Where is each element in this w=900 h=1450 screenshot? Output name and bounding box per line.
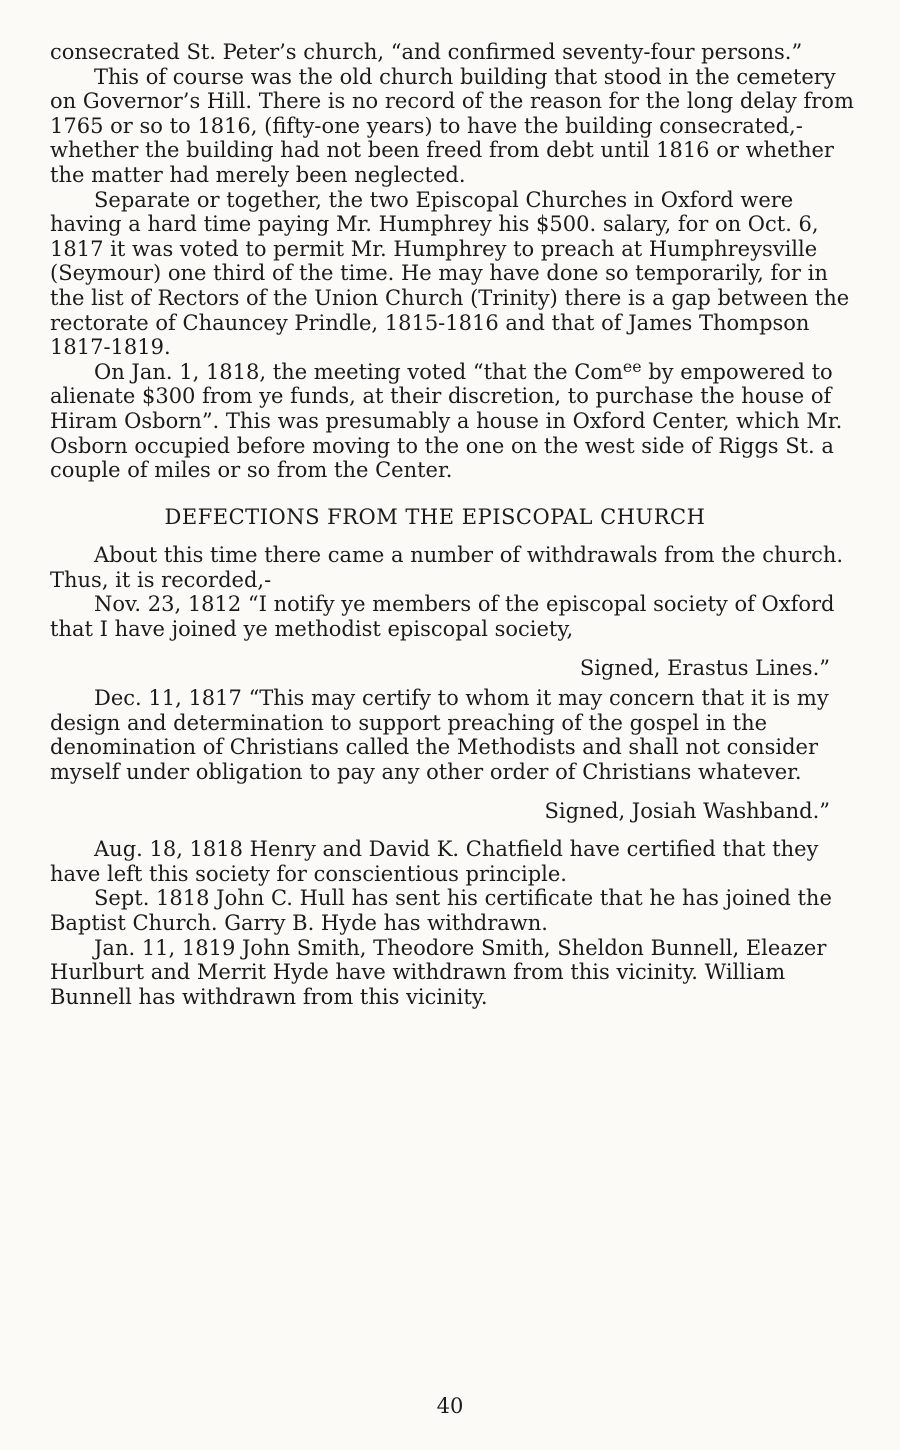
- paragraph-3: Separate or together, the two Episcopal Churches in Oxford were having a hard time paying Mr. Humphrey his $500. salary, for on Oct. 6, 1817 it was voted to permit Mr. Humphrey to preach at Humphreysville (Seymour) one third of the time. He may have done so temporarily, for in the list of Rectors of the Union Church (Trinity) there is a gap between the rectorate of Chauncey Prindle, 1815-1816 and that of James Thompson 1817-1819.: [50, 187, 850, 360]
- paragraph-10: Jan. 11, 1819 John Smith, Theodore Smith, Sheldon Bunnell, Eleazer Hurlburt and Merrit Hyde have withdrawn from this vicinity. William Bunnell has withdrawn from this vicinity.: [50, 935, 827, 1009]
- paragraph-1: consecrated St. Peter’s church, “and confirmed seventy-four persons.”: [50, 40, 803, 64]
- paragraph-9: Sept. 1818 John C. Hull has sent his certificate that he has joined the Baptist Church. Garry B. Hyde has withdrawn.: [50, 886, 832, 935]
- paragraph-8: Aug. 18, 1818 Henry and David K. Chatfield have certified that they have left this society for conscientious principle.: [50, 837, 819, 886]
- superscript-ee: ee: [622, 356, 642, 376]
- paragraph-6: Nov. 23, 1812 “I notify ye members of the episcopal society of Oxford that I have joined ye methodist episcopal society,: [50, 592, 835, 642]
- paragraph-4-end: by empowered to alienate $300 from ye funds, at their discretion, to purchase the house of Hiram Osborn”. This was presumably a house in Oxford Center, which Mr. Osborn occupied before moving to the one on the west side of Riggs St. a couple of miles or so from the Center.: [50, 359, 843, 483]
- paragraph-4-start: On Jan. 1, 1818, the meeting voted “that the Com: [94, 359, 623, 384]
- section-heading: DEFECTIONS FROM THE EPISCOPAL CHURCH: [164, 504, 706, 529]
- signature-josiah-washband: Signed, Josiah Washband.”: [544, 798, 830, 823]
- signature-erastus-lines: Signed, Erastus Lines.”: [579, 655, 830, 680]
- paragraph-2: This of course was the old church building that stood in the cemetery on Governor’s Hill. There is no record of the reason for the long delay from 1765 or so to 1816, (fifty-one years) to have the building consecrated,- whether the building had not been freed from debt until 1816 or whether the matter had merely been neglected.: [50, 64, 854, 187]
- paragraph-4: [50, 356, 860, 483]
- paragraph-5: About this time there came a number of withdrawals from the church. Thus, it is recorded,-: [50, 543, 844, 592]
- page-number: 40: [436, 1394, 464, 1418]
- paragraph-7: Dec. 11, 1817 “This may certify to whom it may concern that it is my design and determination to support preaching of the gospel in the denomination of Christians called the Methodists and shall not consider myself under obligation to pay any other order of Christians whatever.: [50, 686, 829, 785]
